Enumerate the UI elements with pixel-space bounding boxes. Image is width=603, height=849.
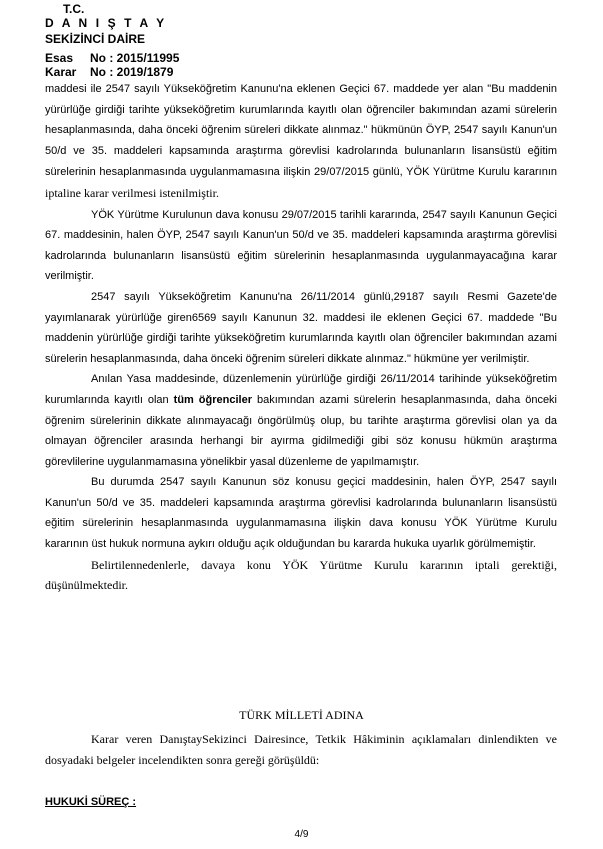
esas-label: Esas: [45, 51, 74, 65]
decision-title: TÜRK MİLLETİ ADINA: [239, 708, 364, 722]
paragraph-1-text: maddesi ile 2547 sayılı Yükseköğretim Kanunu'na eklenen Geçici 67. maddede yer alan "Bu maddenin yürürlüğe girdiği tarihte yükseköğretim kurumlarında kayıtlı olan öğrenciler bakımından azami sürelerin hesaplanmasında, daha önceki öğrenim süreleri dikkate alınmaz." hükmünün ÖYP, 2547 sayılı Kanun'un 50/d ve 35. maddeleri kapsamında araştırma görevlisi kadrolarında bulunanların lisansüstü eğitim sürelerinin hesaplanmasında uygulanmamasına ilişkin 29/07/2015 günlü, YÖK Yürütme Kurulu kararının: [45, 83, 557, 179]
esas-value: No : 2015/11995: [90, 51, 180, 65]
decision-text: Karar veren DanıştaySekizinci Dairesince, Tetkik Hâkiminin açıklamaları dinlendikten ve dosyadaki belgeler incelendikten sonra gereği görüşüldü:: [45, 732, 557, 767]
paragraph-3: 2547 sayılı Yükseköğretim Kanunu'na 26/11/2014 günlü,29187 sayılı Resmi Gazete'de yayımlanarak yürürlüğe giren6569 sayılı Kanunun 32. maddesi ile eklenen Geçici 67. maddede "Bu maddenin yürürlüğe girdiği tarihte yükseköğretim kurumlarında kayıtlı olan öğrenciler bakımından azami sürelerin hesaplanmasında, daha önceki öğrenim süreleri dikkate alınmaz." hükmüne yer verilmiştir.: [45, 290, 557, 365]
esas-line: [45, 52, 179, 65]
header-tc: T.C.: [63, 2, 85, 16]
paragraph-4-text-b: bakımından azami sürelerin hesaplanmasında, daha önceki öğrenim sürelerinin dikkate alınmayacağı öngörülmüş olup, bu tarihte araştırma görevlisi olan ya da olmayan öğrenciler arasında herhangi bir ayırma gidilmediği gibi söz konusu hükmün araştırma görevlilerine uygulanmamasına yönelikbir yasal düzenleme de yapılmamıştır.: [45, 393, 558, 468]
paragraph-4: [45, 369, 557, 472]
page-number: 4/9: [294, 829, 309, 840]
paragraph-4-emphasis: tüm öğrenciler: [173, 393, 252, 406]
karar-value: No : 2019/1879: [90, 65, 174, 79]
karar-label: Karar: [45, 65, 77, 79]
paragraph-5: Bu durumda 2547 sayılı Kanunun söz konusu geçici maddesinin, halen ÖYP, 2547 sayılı Kanun'un 50/d ve 35. maddeleri kapsamında araştırma görevlisi kadrolarında bulunanların lisansüstü eğitim sürelerinin hesaplanmasında uygulanmamasına ilişkin dava konusu YÖK Yürütme Kurulu kararının üst hukuk normuna aykırı olduğu açık olduğundan bu kararda hukuka uyarlık görülmemiştir.: [45, 476, 557, 551]
section-heading: HUKUKİ SÜREÇ :: [45, 796, 137, 808]
paragraph-2: YÖK Yürütme Kurulunun dava konusu 29/07/2015 tarihli kararında, 2547 sayılı Kanunun Geçici 67. maddesinin, halen ÖYP, 2547 sayılı Kanun'un 50/d ve 35. maddeleri kapsamında araştırma görevlisi kadrolarında bulunanların lisansüstü eğitim sürelerinin hesaplanmasında uygulanmayacağına karar verilmiştir.: [45, 208, 557, 283]
karar-line: [45, 66, 173, 79]
paragraph-1: [45, 79, 557, 205]
header-court: D A N I Ş T A Y: [45, 16, 167, 30]
header-chamber: SEKİZİNCİ DAİRE: [45, 32, 146, 46]
paragraph-1-tail: iptaline karar verilmesi istenilmiştir.: [45, 185, 219, 200]
document-body: [45, 79, 557, 596]
paragraph-4-text-a: Anılan Yasa maddesinde, düzenlemenin yürürlüğe girdiği 26/11/2014 tarihinde yükseköğretim kurumlarında kayıtlı olan: [45, 373, 557, 406]
paragraph-6: Belirtilennedenlerle, davaya konu YÖK Yürütme Kurulu kararının iptali gerektiği, düşünülmektedir.: [45, 557, 557, 593]
